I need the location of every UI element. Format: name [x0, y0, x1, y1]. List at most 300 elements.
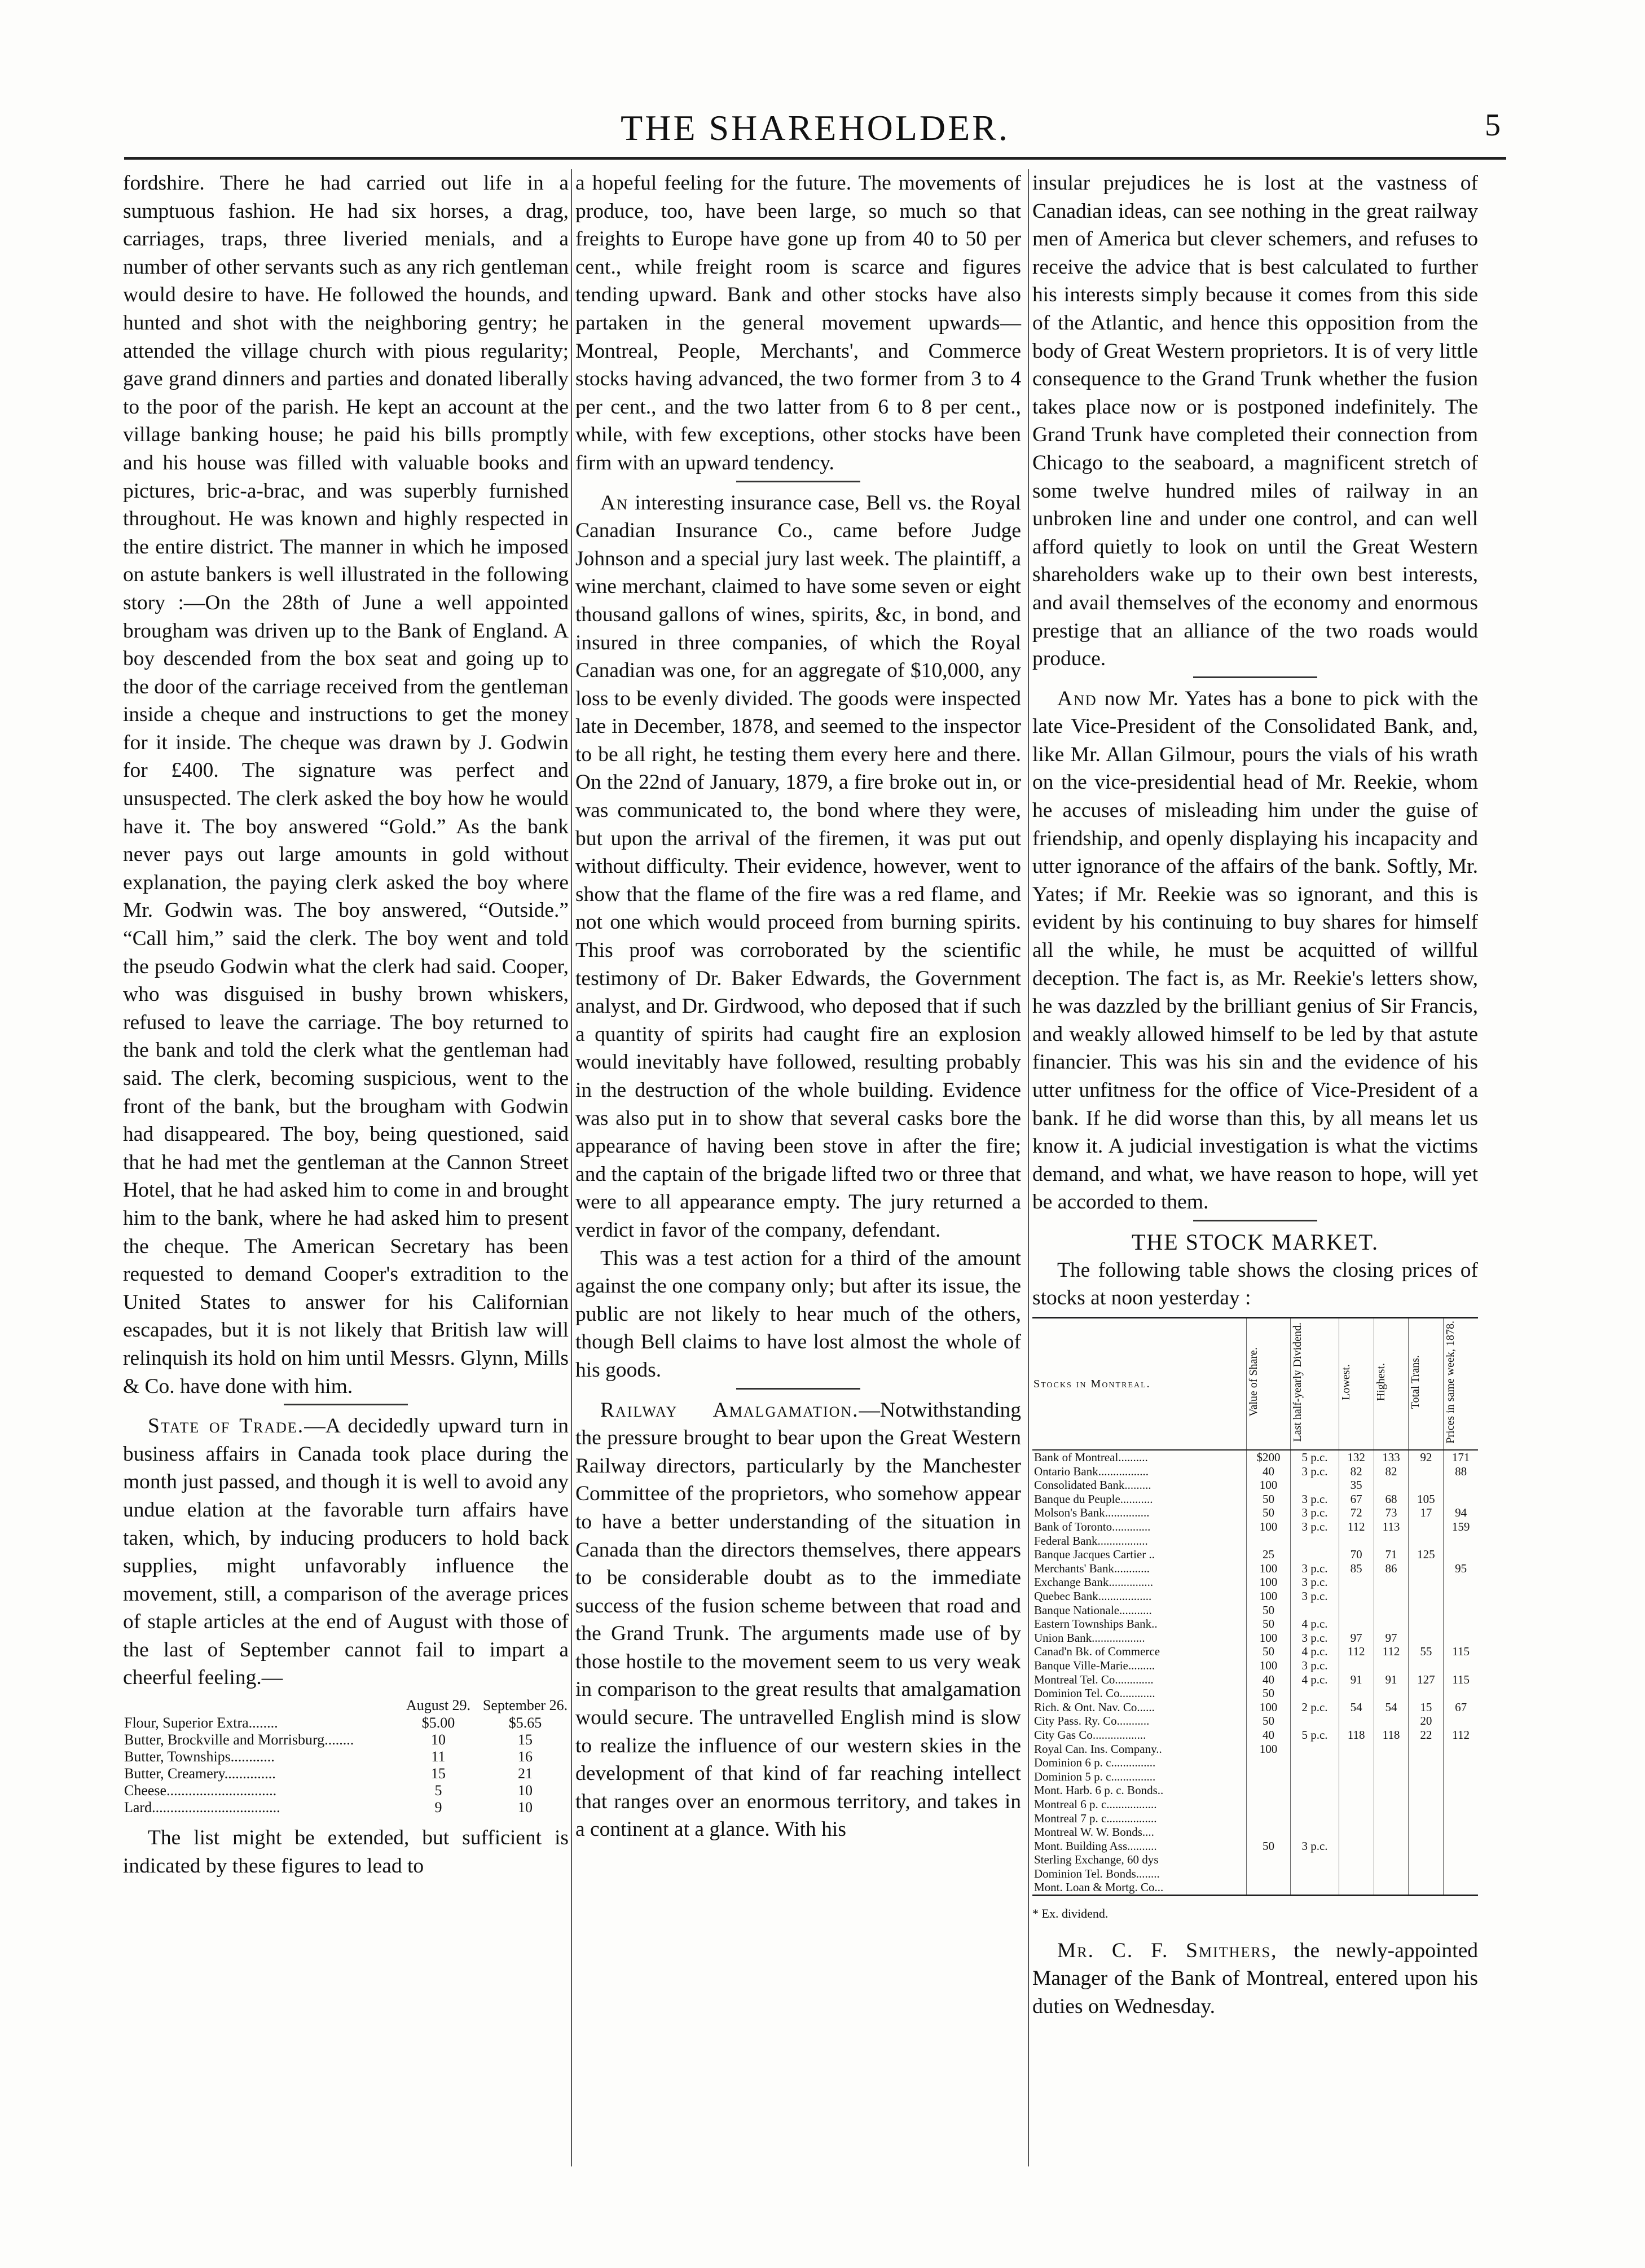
table-cell: 25: [1246, 1548, 1291, 1562]
table-cell: 132: [1339, 1450, 1374, 1465]
table-cell: Mont. Harb. 6 p. c. Bonds..: [1034, 1783, 1164, 1797]
table-cell: [1444, 1770, 1478, 1784]
table-cell: [1246, 1825, 1291, 1839]
table-cell: [1374, 1714, 1409, 1728]
column-header: Total Trans.: [1409, 1317, 1444, 1450]
table-cell: 67: [1339, 1492, 1374, 1506]
column-2: [575, 169, 1021, 2166]
table-cell: [1409, 1783, 1444, 1797]
table-cell: [1444, 1825, 1478, 1839]
stock-table-body: [1032, 1450, 1478, 1896]
table-row: [1032, 1603, 1478, 1618]
table-cell: Federal Bank.................: [1034, 1533, 1148, 1548]
table-cell: [1444, 1603, 1478, 1618]
table-row: [1032, 1673, 1478, 1687]
table-row: [1032, 1839, 1478, 1853]
table-cell: 118: [1374, 1728, 1409, 1742]
table-cell: [1291, 1825, 1339, 1839]
table-cell: Banque Ville-Marie.........: [1034, 1658, 1155, 1672]
table-cell: [1246, 1770, 1291, 1784]
publication-title: THE SHAREHOLDER.: [621, 108, 1010, 148]
table-cell: [1339, 1783, 1374, 1797]
railway-amalgamation-paragraph: Railway Amalgamation.—Notwithstanding the pressure brought to bear upon the Great Western Railway directors, particularly by the Manchester Committee of the proprietors, who somehow appear to have a better understanding of the situation in Canada than the directors themselves, there appears to be considerable doubt as to the immediate success of the fusion scheme between that road and the Grand Trunk. The arguments made use of by those hostile to the movement seem to us very weak in comparison to the great results that amalgamation would secure. The untravelled English mind is slow to realize the influence of our western skies in the development of that kind of far reaching intellect that ranges over an enormous territory, and takes in a continent at a glance. With his: [575, 1398, 1021, 1841]
table-cell: [1291, 1853, 1339, 1867]
table-cell: Canad'n Bk. of Commerce: [1034, 1645, 1160, 1659]
table-cell: Dominion Tel. Co............: [1034, 1686, 1155, 1700]
table-cell: [1444, 1783, 1478, 1797]
table-cell: Exchange Bank...............: [1034, 1575, 1154, 1589]
table-cell: 100: [1246, 1700, 1291, 1715]
table-cell: [1409, 1797, 1444, 1812]
table-cell: [1339, 1589, 1374, 1603]
table-cell: [1291, 1534, 1339, 1548]
table-cell: [1291, 1867, 1339, 1881]
column-3: [1032, 169, 1478, 2166]
table-cell: [1246, 1756, 1291, 1770]
table-row: [1032, 1853, 1478, 1867]
table-cell: [1339, 1756, 1374, 1770]
table-cell: Merchants' Bank............: [1034, 1561, 1150, 1575]
table-cell: 91: [1374, 1673, 1409, 1687]
table-cell: [1374, 1575, 1409, 1589]
table-cell: [1339, 1770, 1374, 1784]
table-cell: 50: [1246, 1492, 1291, 1506]
table-cell: [1444, 1575, 1478, 1589]
table-row: Lard................................... 9 10: [124, 1799, 533, 1816]
table-row: [1032, 1756, 1478, 1770]
table-cell: 82: [1339, 1465, 1374, 1479]
table-cell: 88: [1444, 1465, 1478, 1479]
table-cell: [1339, 1867, 1374, 1881]
table-cell: Dominion 6 p. c...............: [1034, 1756, 1156, 1770]
table-cell: City Pass. Ry. Co...........: [1034, 1714, 1150, 1728]
table-cell: [1339, 1686, 1374, 1700]
table-cell: [1246, 1534, 1291, 1548]
table-cell: [1444, 1880, 1478, 1895]
column-header: Lowest.: [1339, 1317, 1374, 1450]
table-row: [1032, 1492, 1478, 1506]
table-cell: [1339, 1797, 1374, 1812]
table-cell: [1409, 1867, 1444, 1881]
article-separator: [736, 1388, 860, 1390]
table-row: [1032, 1575, 1478, 1589]
table-cell: 17: [1409, 1506, 1444, 1520]
table-cell: [1291, 1880, 1339, 1895]
table-cell: 105: [1409, 1492, 1444, 1506]
table-cell: [1339, 1812, 1374, 1826]
table-cell: [1374, 1825, 1409, 1839]
table-cell: [1444, 1853, 1478, 1867]
table-cell: 50: [1246, 1686, 1291, 1700]
table-cell: [1374, 1686, 1409, 1700]
table-cell: [1444, 1589, 1478, 1603]
table-row: [1032, 1659, 1478, 1673]
table-cell: [1444, 1492, 1478, 1506]
table-cell: 3 p.c.: [1291, 1659, 1339, 1673]
section-lead: State of Trade.: [148, 1414, 305, 1438]
table-cell: 67: [1444, 1700, 1478, 1715]
table-cell: Bank of Toronto.............: [1034, 1520, 1151, 1534]
table-cell: Union Bank..................: [1034, 1630, 1145, 1645]
table-cell: [1291, 1478, 1339, 1492]
table-cell: [1374, 1589, 1409, 1603]
table-cell: 3 p.c.: [1291, 1520, 1339, 1534]
table-cell: [1409, 1617, 1444, 1631]
table-row: [1032, 1825, 1478, 1839]
column-header: Stocks in Montreal.: [1032, 1317, 1246, 1450]
table-cell: [1374, 1867, 1409, 1881]
table-cell: Quebec Bank..................: [1034, 1589, 1152, 1603]
table-cell: [1444, 1867, 1478, 1881]
table-cell: Banque du Peuple...........: [1034, 1492, 1153, 1506]
table-cell: Montreal Tel. Co.............: [1034, 1672, 1154, 1686]
table-row: [1032, 1714, 1478, 1728]
table-cell: 94: [1444, 1506, 1478, 1520]
table-cell: 100: [1246, 1659, 1291, 1673]
table-cell: [1246, 1812, 1291, 1826]
table-cell: 3 p.c.: [1291, 1506, 1339, 1520]
table-cell: 4 p.c.: [1291, 1673, 1339, 1687]
table-cell: 118: [1339, 1728, 1374, 1742]
trade-conclusion-paragraph: a hopeful feeling for the future. The movements of produce, too, have been large, so much so that freights to Europe have gone up from 40 to 50 per cent., while freight room is scarce and figures tending upward. Bank and other stocks have also partaken in the general movement upwards—Montreal, People, Merchants', and Commerce stocks having advanced, the two former from 3 to 4 per cent., and the two latter from 6 to 8 per cent., while, with few exceptions, other stocks have been firm with an upward tendency.: [575, 172, 1021, 474]
table-cell: 97: [1374, 1631, 1409, 1645]
section-lead: An: [600, 491, 628, 515]
table-cell: 112: [1374, 1645, 1409, 1659]
table-cell: 50: [1246, 1506, 1291, 1520]
table-cell: 73: [1374, 1506, 1409, 1520]
table-cell: [1409, 1770, 1444, 1784]
table-cell: [1409, 1686, 1444, 1700]
column-header: Prices in same week, 1878.: [1444, 1317, 1478, 1450]
table-cell: [1246, 1853, 1291, 1867]
table-row: [1032, 1686, 1478, 1700]
table-cell: [1374, 1853, 1409, 1867]
table-cell: 100: [1246, 1562, 1291, 1576]
table-cell: 112: [1339, 1645, 1374, 1659]
table-cell: [1444, 1742, 1478, 1756]
table-cell: [1409, 1589, 1444, 1603]
table-cell: Montreal 7 p. c.................: [1034, 1811, 1157, 1825]
table-cell: [1291, 1756, 1339, 1770]
table-cell: 50: [1246, 1645, 1291, 1659]
table-cell: 70: [1339, 1548, 1374, 1562]
table-cell: 92: [1409, 1450, 1444, 1465]
table-cell: [1374, 1812, 1409, 1826]
table-cell: Royal Can. Ins. Company..: [1034, 1742, 1162, 1756]
table-cell: 133: [1374, 1450, 1409, 1465]
table-row: [1032, 1867, 1478, 1881]
price-comparison-table: [123, 1696, 569, 1816]
column-1: [123, 169, 569, 2166]
table-row: [1032, 1506, 1478, 1520]
table-cell: 100: [1246, 1575, 1291, 1589]
section-lead: Mr. C. F. Smithers,: [1057, 1939, 1278, 1962]
table-cell: 100: [1246, 1478, 1291, 1492]
section-lead: Railway Amalgamation.: [600, 1398, 859, 1422]
table-cell: 100: [1246, 1742, 1291, 1756]
table-cell: [1409, 1812, 1444, 1826]
table-cell: Mont. Loan & Mortg. Co...: [1034, 1880, 1164, 1895]
table-cell: [1444, 1548, 1478, 1562]
table-cell: [1374, 1603, 1409, 1618]
trade-continuation-paragraph: The list might be extended, but sufficient is indicated by these figures to lead to: [123, 1826, 569, 1878]
table-row: Butter, Brockville and Morrisburg........ 10 15: [124, 1731, 533, 1748]
table-cell: [1444, 1534, 1478, 1548]
table-row: [1032, 1645, 1478, 1659]
table-cell: 95: [1444, 1562, 1478, 1576]
column-header: Value of Share.: [1246, 1317, 1291, 1450]
table-cell: 54: [1374, 1700, 1409, 1715]
table-cell: [1409, 1880, 1444, 1895]
stock-market-table: [1032, 1317, 1478, 1896]
table-cell: [1291, 1783, 1339, 1797]
smithers-paragraph: Mr. C. F. Smithers, the newly-appointed Manager of the Bank of Montreal, entered upon his duties on Wednesday.: [1032, 1939, 1478, 2018]
table-cell: [1339, 1575, 1374, 1589]
table-cell: [1444, 1631, 1478, 1645]
footnote: * Ex. dividend.: [1032, 1906, 1109, 1921]
table-cell: [1374, 1478, 1409, 1492]
table-cell: 71: [1374, 1548, 1409, 1562]
table-cell: Molson's Bank...............: [1034, 1506, 1150, 1520]
table-cell: 3 p.c.: [1291, 1465, 1339, 1479]
article-separator: [736, 481, 860, 482]
table-row: [1032, 1797, 1478, 1812]
header-rule: [124, 157, 1506, 160]
table-cell: [1339, 1880, 1374, 1895]
table-cell: [1339, 1603, 1374, 1618]
table-cell: 40: [1246, 1728, 1291, 1742]
table-cell: [1246, 1783, 1291, 1797]
table-row: [1032, 1478, 1478, 1492]
table-row: [1032, 1465, 1478, 1479]
table-row: [1032, 1783, 1478, 1797]
page-number: 5: [1485, 108, 1501, 143]
table-row: [1032, 1742, 1478, 1756]
table-cell: 100: [1246, 1589, 1291, 1603]
table-cell: 86: [1374, 1562, 1409, 1576]
table-cell: 2 p.c.: [1291, 1700, 1339, 1715]
table-cell: 50: [1246, 1603, 1291, 1618]
table-row: [1032, 1534, 1478, 1548]
table-cell: 5 p.c.: [1291, 1728, 1339, 1742]
table-cell: [1339, 1534, 1374, 1548]
table-cell: [1374, 1770, 1409, 1784]
table-cell: 22: [1409, 1728, 1444, 1742]
table-cell: 50: [1246, 1839, 1291, 1853]
table-cell: 50: [1246, 1617, 1291, 1631]
table-row: [1032, 1520, 1478, 1534]
table-cell: Montreal 6 p. c.................: [1034, 1797, 1157, 1811]
table-cell: 72: [1339, 1506, 1374, 1520]
table-cell: 85: [1339, 1562, 1374, 1576]
table-cell: 3 p.c.: [1291, 1492, 1339, 1506]
table-cell: [1409, 1520, 1444, 1534]
table-cell: 125: [1409, 1548, 1444, 1562]
table-cell: Sterling Exchange, 60 dys: [1034, 1853, 1159, 1867]
table-cell: 3 p.c.: [1291, 1631, 1339, 1645]
table-cell: 40: [1246, 1465, 1291, 1479]
state-of-trade-paragraph: State of Trade.—A decidedly upward turn in business affairs in Canada took place during the month just passed, and though it is well to avoid any undue elation at the favorable turn affairs have taken, which, by inducing producers to hold back supplies, might unfavorably influence the movement, still, a comparison of the average prices of staple articles at the end of August with those of the last of September cannot fail to impart a cheerful feeling.—: [123, 1414, 569, 1690]
table-cell: [1246, 1880, 1291, 1895]
column-header: Last half-yearly Dividend.: [1291, 1317, 1339, 1450]
table-cell: [1339, 1825, 1374, 1839]
table-cell: 3 p.c.: [1291, 1839, 1339, 1853]
table-cell: 100: [1246, 1631, 1291, 1645]
table-cell: [1339, 1617, 1374, 1631]
table-cell: [1374, 1783, 1409, 1797]
table-cell: [1339, 1742, 1374, 1756]
table-cell: [1409, 1478, 1444, 1492]
table-cell: [1444, 1617, 1478, 1631]
table-cell: Mont. Building Ass..........: [1034, 1839, 1157, 1853]
table-cell: 4 p.c.: [1291, 1617, 1339, 1631]
table-cell: 50: [1246, 1714, 1291, 1728]
table-row: [1032, 1770, 1478, 1784]
table-cell: 54: [1339, 1700, 1374, 1715]
table-cell: [1444, 1659, 1478, 1673]
table-row: [1032, 1728, 1478, 1742]
table-cell: [1374, 1534, 1409, 1548]
table-row: [1032, 1812, 1478, 1826]
table-cell: [1444, 1839, 1478, 1853]
column-divider: [571, 169, 572, 2166]
table-row: [1032, 1450, 1478, 1465]
table-cell: [1339, 1714, 1374, 1728]
table-cell: [1444, 1714, 1478, 1728]
table-row: [1032, 1548, 1478, 1562]
column-header: August 29.: [406, 1697, 471, 1714]
table-cell: [1246, 1797, 1291, 1812]
table-cell: 113: [1374, 1520, 1409, 1534]
insurance-case-followup: This was a test action for a third of the amount against the one company only; but after its issue, the public are not likely to hear much of the others, though Bell claims to have lost almost the whole of his goods.: [575, 1246, 1021, 1382]
table-cell: Dominion Tel. Bonds........: [1034, 1866, 1160, 1880]
table-cell: Montreal W. W. Bonds....: [1034, 1825, 1154, 1839]
table-cell: Rich. & Ont. Nav. Co......: [1034, 1700, 1155, 1714]
table-cell: [1339, 1853, 1374, 1867]
table-cell: 55: [1409, 1645, 1444, 1659]
table-cell: [1374, 1742, 1409, 1756]
table-cell: 40: [1246, 1673, 1291, 1687]
table-cell: 3 p.c.: [1291, 1589, 1339, 1603]
table-row: [1032, 1589, 1478, 1603]
table-cell: [1444, 1756, 1478, 1770]
table-cell: [1444, 1812, 1478, 1826]
table-cell: Eastern Townships Bank..: [1034, 1617, 1158, 1631]
table-row: [1032, 1562, 1478, 1576]
stock-market-intro: The following table shows the closing prices of stocks at noon yesterday :: [1032, 1258, 1478, 1310]
masthead: [130, 107, 1501, 152]
article-separator: [284, 1404, 408, 1405]
table-cell: [1291, 1797, 1339, 1812]
table-cell: [1291, 1603, 1339, 1618]
table-cell: [1444, 1686, 1478, 1700]
table-cell: 68: [1374, 1492, 1409, 1506]
table-cell: [1444, 1478, 1478, 1492]
table-cell: [1291, 1812, 1339, 1826]
table-cell: [1409, 1839, 1444, 1853]
table-cell: 5 p.c.: [1291, 1450, 1339, 1465]
table-row: Flour, Superior Extra........ $5.00 $5.65: [124, 1715, 542, 1731]
table-cell: 112: [1444, 1728, 1478, 1742]
table-cell: [1339, 1659, 1374, 1673]
table-cell: [1246, 1867, 1291, 1881]
table-cell: 3 p.c.: [1291, 1575, 1339, 1589]
table-cell: City Gas Co..................: [1034, 1728, 1146, 1742]
table-cell: 20: [1409, 1714, 1444, 1728]
table-cell: 3 p.c.: [1291, 1562, 1339, 1576]
insurance-case-paragraph: An interesting insurance case, Bell vs. the Royal Canadian Insurance Co., came before Judge Johnson and a special jury last week. The plaintiff, a wine merchant, claimed to have some seven or eight thousand gallons of wines, spirits, &c, in bond, and insured in three companies, of which the Royal Canadian was one, for an aggregate of $10,000, any loss to be evenly divided. The goods were inspected late in December, 1878, and seemed to the inspector to be all right, he testing them every here and there. On the 22nd of January, 1879, a fire broke out in, or was communicated to, the bond where they were, but upon the arrival of the firemen, it was put out without difficulty. Their evidence, however, went to show that the flame of the fire was a red flame, and not one which would proceed from burning spirits. This proof was corroborated by the scientific testimony of Dr. Baker Edwards, the Government analyst, and Dr. Girdwood, who deposed that if such a quantity of spirits had caught fire an explosion would inevitably have followed, resulting probably in the destruction of the whole building. Evidence was also put in to show that several casks bore the appearance of having been stove in after the fire; and the captain of the brigade lifted two or three that were to all appearance empty. The jury returned a verdict in favor of the company, defendant.: [575, 491, 1021, 1242]
table-cell: [1291, 1686, 1339, 1700]
table-cell: [1291, 1742, 1339, 1756]
table-cell: [1409, 1825, 1444, 1839]
table-cell: [1409, 1465, 1444, 1479]
table-row: [1032, 1700, 1478, 1715]
table-cell: Banque Jacques Cartier ..: [1034, 1548, 1155, 1562]
table-cell: 159: [1444, 1520, 1478, 1534]
table-cell: Consolidated Bank.........: [1034, 1478, 1151, 1492]
table-cell: [1409, 1534, 1444, 1548]
table-cell: [1374, 1797, 1409, 1812]
article-separator: [1193, 676, 1317, 678]
table-row: Butter, Townships............ 11 16: [124, 1748, 533, 1765]
table-cell: [1374, 1880, 1409, 1895]
table-cell: [1409, 1756, 1444, 1770]
table-cell: [1409, 1562, 1444, 1576]
table-cell: 4 p.c.: [1291, 1645, 1339, 1659]
railway-continuation-paragraph: insular prejudices he is lost at the vastness of Canadian ideas, can see nothing in the great railway men of America but clever schemers, and refuses to receive the advice that is best calculated to further his interests simply because it comes from this side of the Atlantic, and hence this opposition from the body of Great Western proprietors. It is of very little consequence to the Grand Trunk whether the fusion takes place now or is postponed indefinitely. The Grand Trunk have completed their connection from Chicago to the seaboard, a magnificent stretch of some twelve hundred miles of railway in an unbroken line and under one control, and can well afford quietly to look on until the Great Western shareholders wake up to their own best interests, and avail themselves of the economy and enormous prestige that an alliance of the two roads would produce.: [1032, 172, 1478, 671]
cooper-story-paragraph: fordshire. There he had carried out life in a sumptuous fashion. He had six horses, a drag, carriages, traps, three liveried menials, and a number of other servants such as any rich gentleman would desire to have. He followed the hounds, and hunted and shot with the neighboring gentry; he attended the village church with pious regularity; gave grand dinners and parties and donated liberally to the poor of the parish. He kept an account at the village banking house; he paid his bills promptly and his house was filled with valuable books and pictures, bric-a-brac, and was superbly furnished throughout. He was known and highly respected in the entire district. The manner in which he imposed on astute bankers is well illustrated in the following story :—On the 28th of June a well appointed brougham was driven up to the Bank of England. A boy descended from the box seat and going up to the door of the carriage received from the gentleman inside a cheque and instructions to get the money for it inside. The cheque was drawn by J. Godwin for £400. The signature was perfect and unsuspected. The clerk asked the boy how he would have it. The boy answered “Gold.” As the bank never pays out large amounts in gold without explanation, the paying clerk asked the boy where Mr. Godwin was. The boy answered, “Outside.” “Call him,” said the clerk. The boy went and told the pseudo Godwin what the clerk had said. Cooper, who was disguised in bushy brown whiskers, refused to leave the carriage. The boy returned to the bank and told the clerk what the gentleman had said. The clerk, becoming suspicious, went to the front of the bank, but the brougham with Godwin had disappeared. The boy, being questioned, said that he had met the gentleman at the Cannon Street Hotel, that he had asked him to come in and brought him to the bank, where he had asked him to present the cheque. The American Secretary has been requested to demand Cooper's extradition to the United States to answer for his Californian escapades, but it is not likely that British law will relinquish its hold on him until Messrs. Glynn, Mills & Co. have done with him.: [123, 172, 569, 1398]
table-cell: $200: [1246, 1450, 1291, 1465]
table-cell: 15: [1409, 1700, 1444, 1715]
table-cell: [1291, 1714, 1339, 1728]
table-row: Cheese.............................. 5 10: [124, 1782, 533, 1799]
table-cell: [1339, 1839, 1374, 1853]
table-cell: 100: [1246, 1520, 1291, 1534]
section-lead: And: [1057, 687, 1097, 710]
table-row: [1032, 1617, 1478, 1631]
table-cell: Ontario Bank.................: [1034, 1464, 1149, 1478]
table-cell: [1374, 1659, 1409, 1673]
table-cell: 127: [1409, 1673, 1444, 1687]
stock-market-title: THE STOCK MARKET.: [1131, 1229, 1379, 1255]
table-cell: 82: [1374, 1465, 1409, 1479]
table-row: Butter, Creamery.............. 15 21: [124, 1765, 533, 1782]
table-cell: Bank of Montreal..........: [1034, 1451, 1148, 1465]
table-cell: [1291, 1770, 1339, 1784]
table-cell: [1409, 1659, 1444, 1673]
table-cell: 91: [1339, 1673, 1374, 1687]
table-cell: [1409, 1603, 1444, 1618]
article-separator: [1193, 1220, 1317, 1221]
yates-paragraph: And now Mr. Yates has a bone to pick with the late Vice-President of the Consolidated Bank, and, like Mr. Allan Gilmour, pours the vials of his wrath on the vice-presidential head of Mr. Reekie, whom he accuses of misleading him under the guise of friendship, and openly displaying his incapacity and utter ignorance of the affairs of the bank. Softly, Mr. Yates; if Mr. Reekie was so ignorant, and this is evident by his continuing to buy shares for himself all the while, he must be acquitted of willful deception. The fact is, as Mr. Reekie's letters show, he was dazzled by the brilliant genius of Sir Francis, and weakly allowed himself to be led by that astute financier. This was his sin and the evidence of his utter unfitness for the office of Vice-President of a bank. If he did worse than this, by all means let us know it. A judicial investigation is what the victims demand, and what, we have reason to hope, will yet be accorded to them.: [1032, 687, 1478, 1214]
table-cell: [1291, 1548, 1339, 1562]
table-cell: Dominion 5 p. c...............: [1034, 1769, 1156, 1783]
table-cell: [1374, 1617, 1409, 1631]
table-row: [1032, 1631, 1478, 1645]
table-cell: [1409, 1853, 1444, 1867]
table-cell: 115: [1444, 1673, 1478, 1687]
table-cell: 35: [1339, 1478, 1374, 1492]
table-cell: 97: [1339, 1631, 1374, 1645]
table-cell: [1374, 1756, 1409, 1770]
table-cell: [1409, 1742, 1444, 1756]
table-cell: [1409, 1575, 1444, 1589]
table-cell: 112: [1339, 1520, 1374, 1534]
table-cell: 115: [1444, 1645, 1478, 1659]
table-cell: [1409, 1631, 1444, 1645]
column-header: Highest.: [1374, 1317, 1409, 1450]
column-header: September 26.: [482, 1697, 568, 1714]
